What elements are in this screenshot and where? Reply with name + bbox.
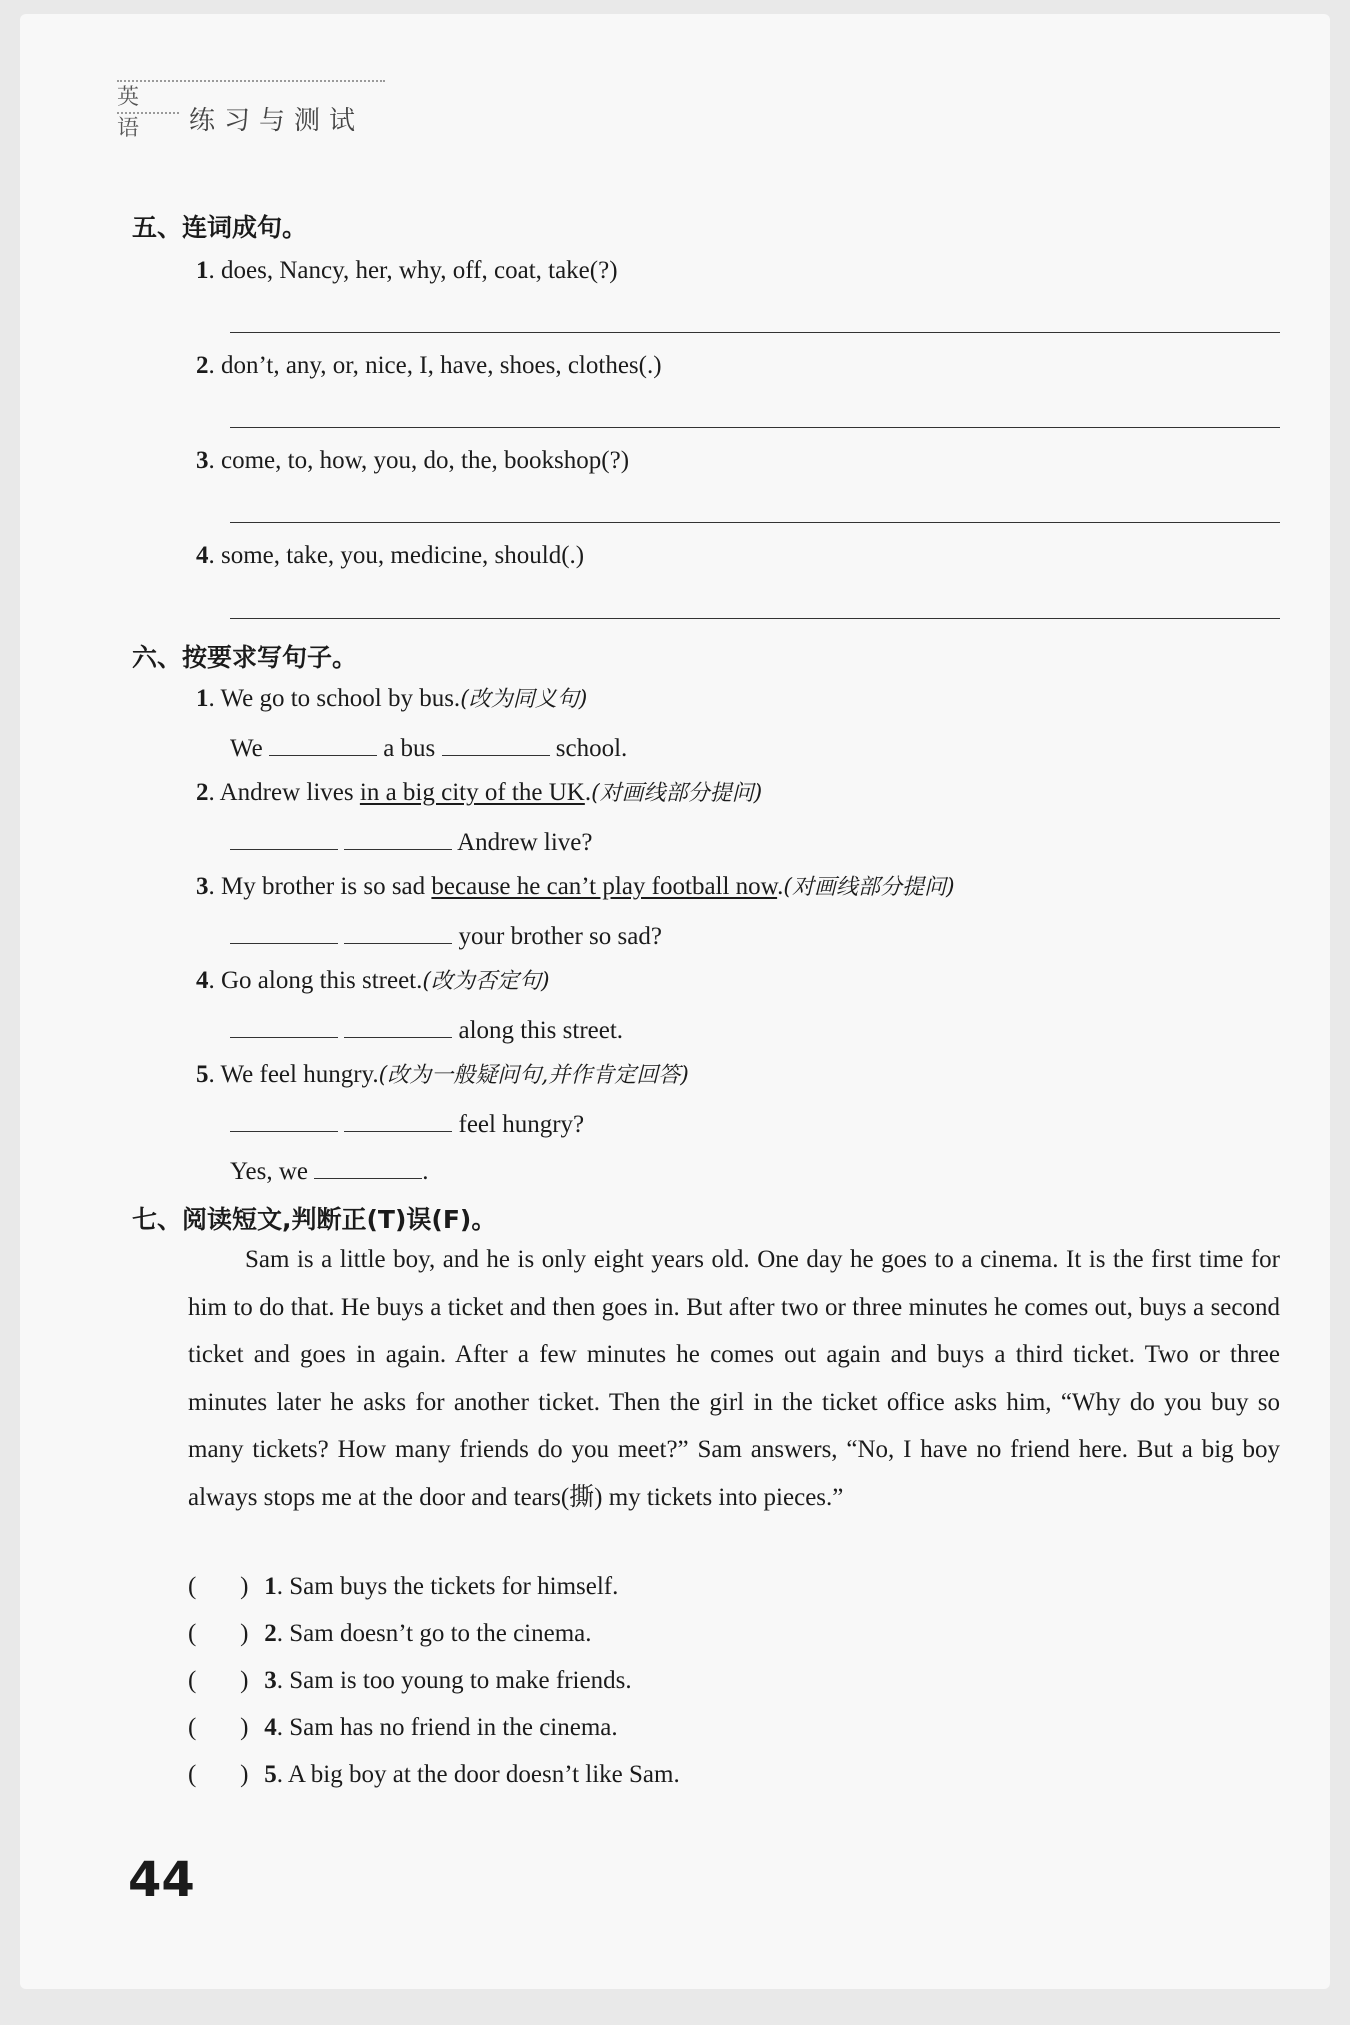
answer-text: . xyxy=(422,1158,429,1185)
s6-answer-2 xyxy=(230,825,593,858)
question-text: . does, Nancy, her, why, off, coat, take(?) xyxy=(208,257,618,284)
answer-text: Yes, we xyxy=(230,1158,309,1185)
question-number: 1 xyxy=(264,1573,277,1600)
s7-item-5 xyxy=(188,1760,680,1790)
section-7-heading: 七、阅读短文,判断正(T)误(F)。 xyxy=(132,1205,497,1234)
header-subject: 英语 xyxy=(117,85,141,141)
s6-answer-4 xyxy=(230,1013,623,1046)
question-text: . Sam has no friend in the cinema. xyxy=(276,1714,618,1741)
section-5-heading: 五、连词成句。 xyxy=(132,213,308,242)
question-instruction: (对画线部分提问) xyxy=(591,781,763,806)
s5-answer-line-2[interactable] xyxy=(230,427,1280,428)
s6-question-3 xyxy=(196,872,955,903)
s7-item-1 xyxy=(188,1572,618,1602)
header-subject-underline xyxy=(117,112,179,114)
question-number: 3 xyxy=(264,1667,277,1694)
underlined-phrase: because he can’t play football now xyxy=(431,873,778,900)
answer-blank[interactable] xyxy=(314,1154,422,1179)
underlined-phrase: in a big city of the UK xyxy=(359,779,585,806)
s5-question-1 xyxy=(196,256,618,286)
question-number: 2 xyxy=(264,1620,277,1647)
answer-text: Andrew live? xyxy=(457,829,593,856)
question-text: . We go to school by bus. xyxy=(208,685,461,712)
question-text: . We feel hungry. xyxy=(208,1061,379,1088)
question-text: . don’t, any, or, nice, I, have, shoes, clothes(.) xyxy=(208,352,662,379)
s5-answer-line-3[interactable] xyxy=(230,522,1280,523)
question-text: . some, take, you, medicine, should(.) xyxy=(208,542,585,569)
answer-parentheses[interactable]: ( ) xyxy=(188,1573,249,1600)
s5-question-2 xyxy=(196,351,662,381)
s6-answer-3 xyxy=(230,919,662,952)
answer-blank[interactable] xyxy=(344,919,452,944)
question-instruction: (改为一般疑问句,并作肯定回答) xyxy=(378,1063,689,1088)
s5-question-4 xyxy=(196,541,584,571)
question-number: 1 xyxy=(196,257,209,284)
passage-text: Sam is a little boy, and he is only eight years old. One day he goes to a cinema. It is the first time for him to do that. He buys a ticket and then goes in. But after two or three minutes he comes out, buys a second ticket and goes in again. After a few minutes he comes out again and buys a third ticket. Two or three minutes later he asks for another ticket. Then the girl in the ticket office asks him, “Why do you buy so many tickets? How many friends do you meet?” Sam answers, “No, I have no friend here. But a big boy always stops me at the door and tears(撕) my tickets into pieces.” xyxy=(188,1246,1280,1511)
question-text: . Sam is too young to make friends. xyxy=(276,1667,632,1694)
s7-item-3 xyxy=(188,1666,632,1696)
answer-blank[interactable] xyxy=(269,731,377,756)
s6-answer-5 xyxy=(230,1107,584,1140)
question-number: 4 xyxy=(196,967,209,994)
question-text: . come, to, how, you, do, the, bookshop(?) xyxy=(208,447,630,474)
question-number: 1 xyxy=(196,685,209,712)
answer-blank[interactable] xyxy=(344,825,452,850)
question-text: . Sam doesn’t go to the cinema. xyxy=(276,1620,592,1647)
question-text: . Sam buys the tickets for himself. xyxy=(276,1573,619,1600)
s5-answer-line-1[interactable] xyxy=(230,332,1280,333)
answer-text: school. xyxy=(555,735,628,762)
answer-parentheses[interactable]: ( ) xyxy=(188,1620,249,1647)
question-text: . xyxy=(777,873,784,900)
s7-item-4 xyxy=(188,1713,618,1743)
header-dotted-rule xyxy=(117,80,385,82)
question-text: . My brother is so sad xyxy=(208,873,432,900)
question-instruction: (改为同义句) xyxy=(460,687,588,712)
question-number: 4 xyxy=(196,542,209,569)
s6-question-4 xyxy=(196,966,550,997)
answer-blank[interactable] xyxy=(230,825,338,850)
question-instruction: (对画线部分提问) xyxy=(783,875,955,900)
s6-question-5 xyxy=(196,1060,689,1091)
answer-parentheses[interactable]: ( ) xyxy=(188,1667,249,1694)
question-instruction: (改为否定句) xyxy=(422,969,550,994)
answer-parentheses[interactable]: ( ) xyxy=(188,1761,249,1788)
question-number: 5 xyxy=(196,1061,209,1088)
s6-answer-5b xyxy=(230,1154,429,1187)
question-text: . Andrew lives xyxy=(208,779,360,806)
section-6-heading: 六、按要求写句子。 xyxy=(132,643,358,672)
question-text: . Go along this street. xyxy=(208,967,423,994)
answer-text: feel hungry? xyxy=(458,1111,585,1138)
s7-item-2 xyxy=(188,1619,592,1649)
question-number: 3 xyxy=(196,873,209,900)
question-number: 2 xyxy=(196,352,209,379)
s6-answer-1 xyxy=(230,731,627,764)
question-number: 2 xyxy=(196,779,209,806)
s6-question-2 xyxy=(196,778,762,809)
answer-blank[interactable] xyxy=(344,1013,452,1038)
answer-text: along this street. xyxy=(458,1017,624,1044)
header-title: 练习与测试 xyxy=(189,106,365,136)
answer-text: your brother so sad? xyxy=(458,923,662,950)
question-number: 3 xyxy=(196,447,209,474)
question-text: . xyxy=(584,779,592,806)
page-number: 44 xyxy=(128,1852,195,1908)
answer-text: a bus xyxy=(383,735,436,762)
question-number: 4 xyxy=(264,1714,277,1741)
question-text: . A big boy at the door doesn’t like Sam. xyxy=(276,1761,680,1788)
answer-blank[interactable] xyxy=(230,1107,338,1132)
question-number: 5 xyxy=(264,1761,277,1788)
reading-passage xyxy=(188,1236,1280,1521)
s6-question-1 xyxy=(196,684,587,715)
workbook-page xyxy=(20,14,1330,1989)
answer-parentheses[interactable]: ( ) xyxy=(188,1714,249,1741)
answer-blank[interactable] xyxy=(230,1013,338,1038)
s5-question-3 xyxy=(196,446,629,476)
answer-blank[interactable] xyxy=(230,919,338,944)
answer-blank[interactable] xyxy=(344,1107,452,1132)
s5-answer-line-4[interactable] xyxy=(230,618,1280,619)
answer-text: We xyxy=(230,735,263,762)
answer-blank[interactable] xyxy=(442,731,550,756)
